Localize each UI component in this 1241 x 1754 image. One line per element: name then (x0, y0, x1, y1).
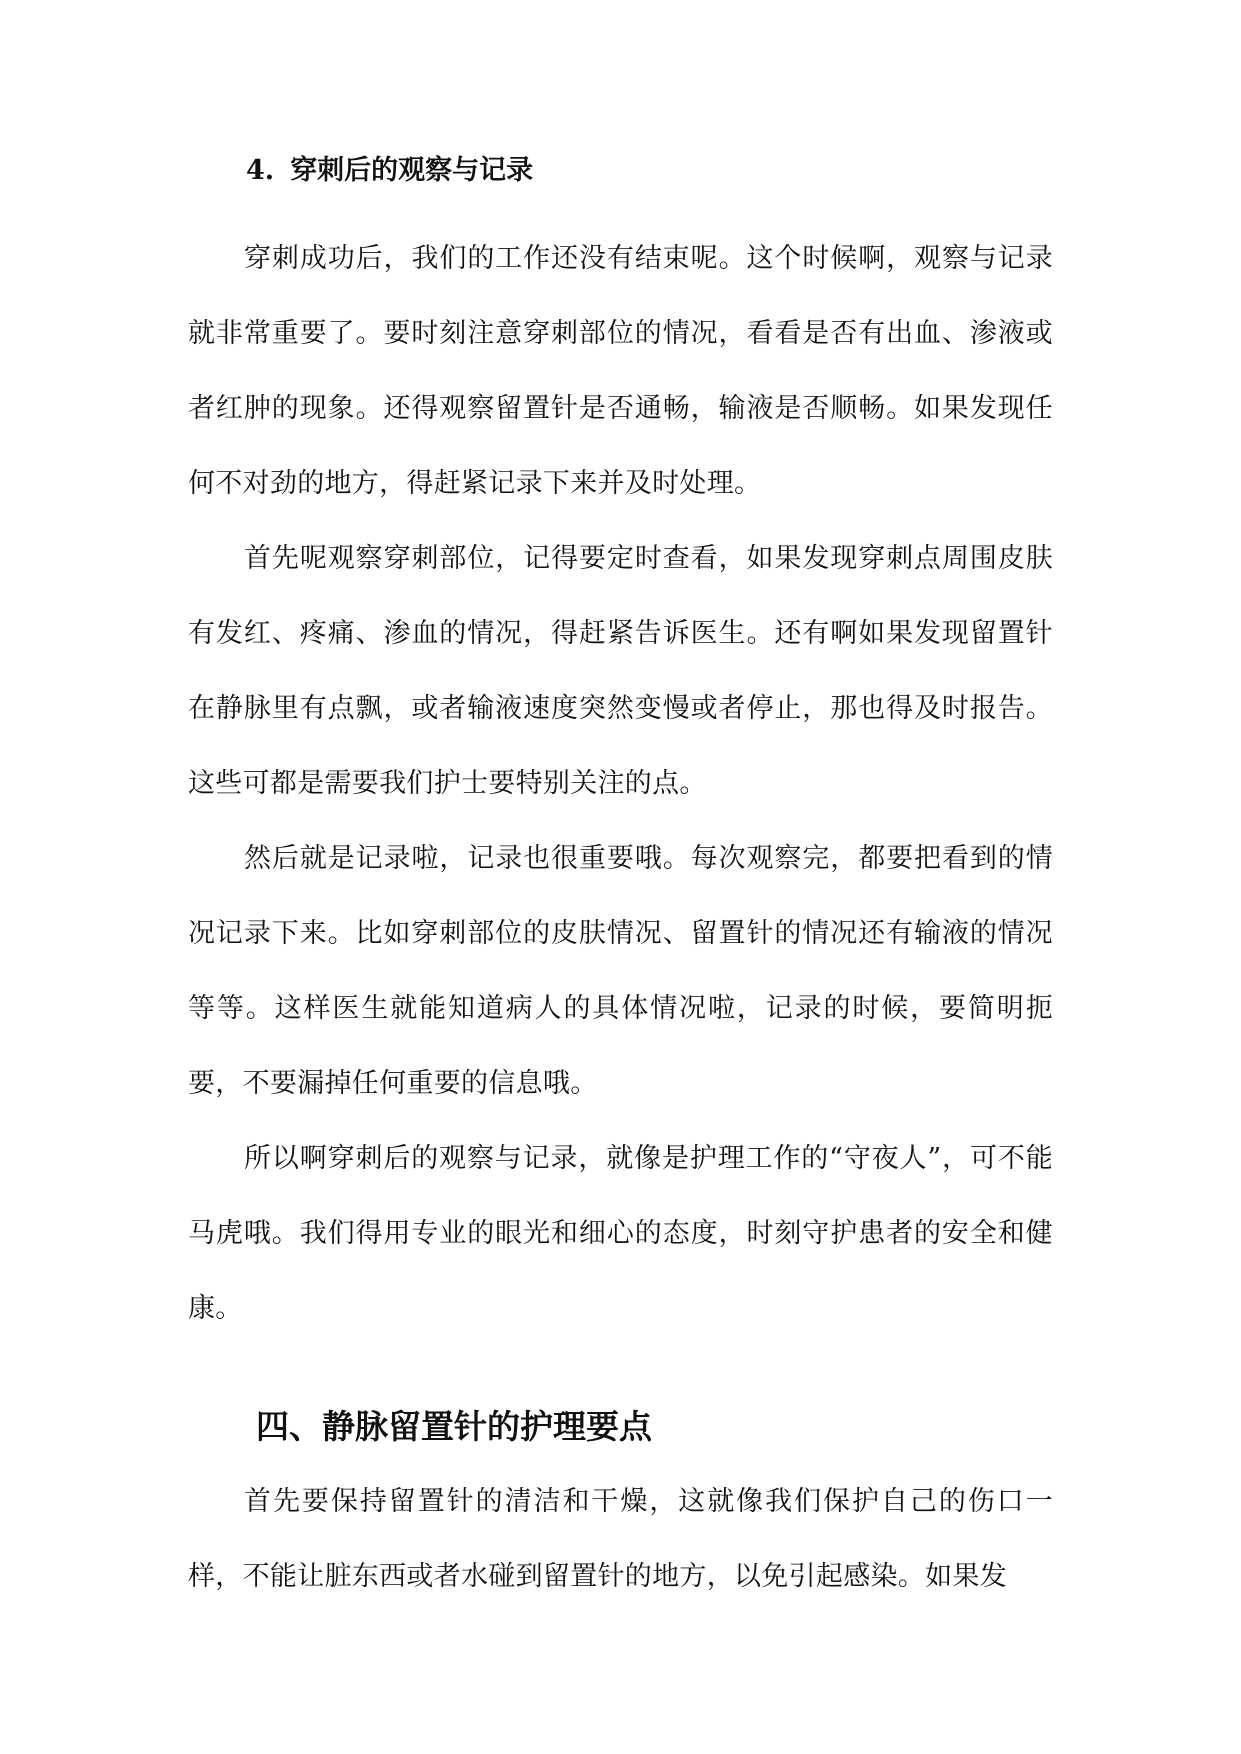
paragraph-4: 所以啊穿刺后的观察与记录，就像是护理工作的“守夜人”，可不能马虎哦。我们得用专业的眼光和细心的态度，时刻守护患者的安全和健康。 (188, 1143, 1053, 1324)
section-paragraph-1: 首先要保持留置针的清洁和干燥，这就像我们保护自己的伤口一样，不能让脏东西或者水碰到留置针的地方，以免引起感染。如果发 (188, 1486, 1053, 1592)
section-heading: 四、静脉留置针的护理要点 (256, 1407, 652, 1446)
subsection-number: 4. (246, 155, 275, 186)
page-content (188, 136, 1053, 1614)
subsection-heading (188, 136, 1053, 206)
paragraph-3: 然后就是记录啦，记录也很重要哦。每次观察完，都要把看到的情况记录下来。比如穿刺部位的皮肤情况、留置针的情况还有输液的情况等等。这样医生就能知道病人的具体情况啦，记录的时候，要简明扼要，不要漏掉任何重要的信息哦。 (188, 843, 1053, 1099)
subsection-title: 穿刺后的观察与记录 (290, 155, 534, 186)
paragraph-2: 首先呢观察穿刺部位，记得要定时查看，如果发现穿刺点周围皮肤有发红、疼痛、渗血的情况，得赶紧告诉医生。还有啊如果发现留置针在静脉里有点飘，或者输液速度突然变慢或者停止，那也得及时报告。这些可都是需要我们护士要特别关注的点。 (188, 543, 1053, 799)
paragraph-1: 穿刺成功后，我们的工作还没有结束呢。这个时候啊，观察与记录就非常重要了。要时刻注意穿刺部位的情况，看看是否有出血、渗液或者红肿的现象。还得观察留置针是否通畅，输液是否顺畅。如果发现任何不对劲的地方，得赶紧记录下来并及时处理。 (188, 243, 1053, 499)
